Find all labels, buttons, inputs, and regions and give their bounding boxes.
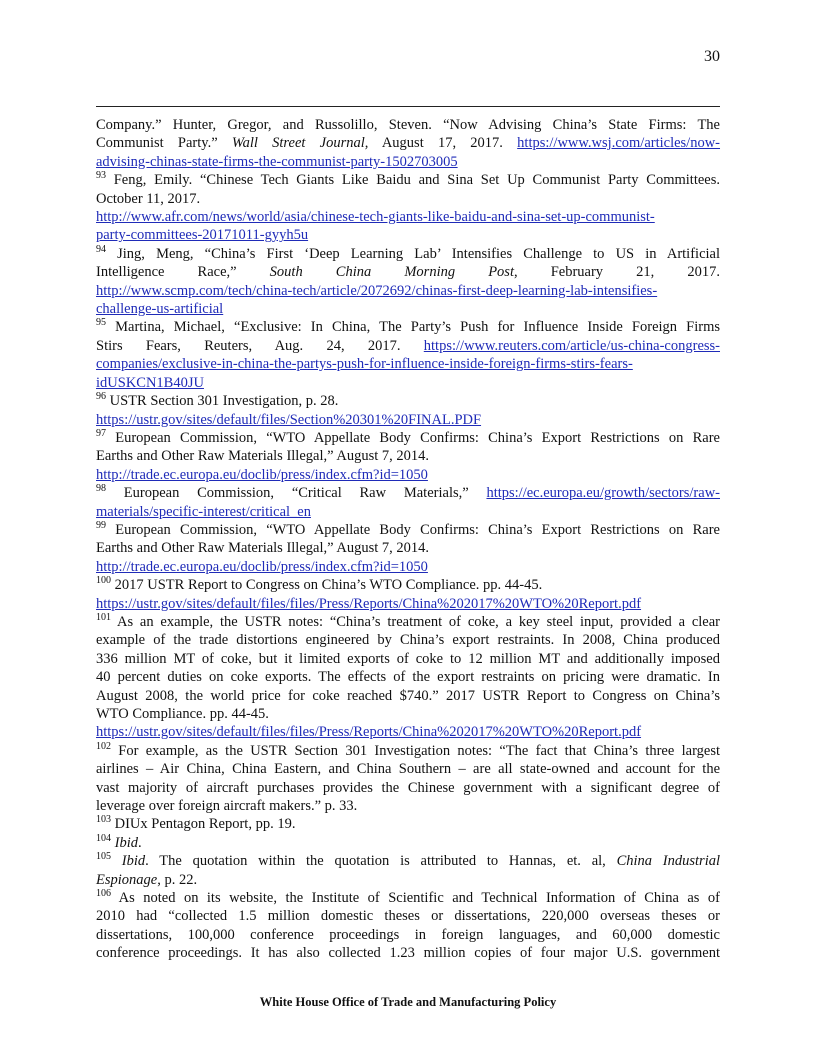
- footnote-99: [96, 521, 720, 576]
- reference-link[interactable]: http://trade.ec.europa.eu/doclib/press/index.cfm?id=1050: [96, 466, 428, 483]
- reference-link[interactable]: advising-chinas-state-firms-the-communist-party-1502703005: [96, 153, 458, 170]
- footnote-number: 105: [96, 851, 111, 863]
- footnote-separator: [96, 106, 720, 107]
- footnote-93: [96, 171, 720, 245]
- footnote-line: Communist Party.” Wall Street Journal, August 17, 2017. https://www.wsj.com/articles/now-: [96, 135, 721, 152]
- reference-link[interactable]: materials/specific-interest/critical_en: [96, 503, 311, 520]
- reference-link[interactable]: http://trade.ec.europa.eu/doclib/press/index.cfm?id=1050: [96, 558, 428, 575]
- footnote-number: 96: [96, 391, 106, 403]
- footnote-line: Espionage, p. 22.: [96, 871, 198, 888]
- footnote-line: [96, 466, 720, 484]
- footnote-number: 100: [96, 575, 111, 587]
- reference-link[interactable]: challenge-us-artificial: [96, 301, 224, 318]
- footnote-continued: [96, 116, 720, 171]
- footnote-line: Earths and Other Raw Materials Illegal,” August 7, 2014.: [96, 448, 430, 465]
- footnote-104: [96, 834, 720, 852]
- footnote-line: $^{94}$ Jing, Meng, “China’s First ‘Deep Learning Lab’ Intensifies Challenge to US in Artificial: [96, 244, 720, 262]
- footnote-line: [96, 723, 720, 741]
- reference-link[interactable]: idUSKCN1B40JU: [96, 374, 204, 391]
- reference-link[interactable]: https://www.reuters.com/article/us-china-congress-: [423, 337, 720, 354]
- footnote-number: 98: [96, 483, 106, 495]
- footnote-line: 2010 had “collected 1.5 million domestic theses or dissertations, 220,000 overseas theses or: [96, 908, 720, 925]
- reference-link[interactable]: https://ustr.gov/sites/default/files/Section%20301%20FINAL.PDF: [96, 411, 482, 428]
- footnote-line: dissertations, 100,000 conference proceedings in foreign languages, and 60,000 domestic: [96, 926, 720, 943]
- footnote-line: $^{93}$ Feng, Emily. “Chinese Tech Giants Like Baidu and Sina Set Up Communist Party Committees.: [96, 170, 720, 189]
- footnote-95: [96, 318, 720, 392]
- footnote-line: $^{102}$ For example, as the USTR Section 301 Investigation notes: “The fact that China’s three largest: [96, 740, 720, 759]
- footnote-number: 106: [96, 888, 111, 900]
- footnote-98: [96, 484, 720, 521]
- page-number: 30: [704, 48, 720, 65]
- footnote-103: [96, 815, 720, 833]
- footnote-94: [96, 245, 720, 319]
- footnote-number: 94: [96, 244, 106, 256]
- footnote-number: 93: [96, 170, 106, 182]
- footnote-number: 95: [96, 317, 106, 329]
- footnote-line: Intelligence Race,” South China Morning Post, February 21, 2017.: [96, 264, 720, 281]
- footnote-line: [96, 300, 720, 318]
- footnote-line: $^{99}$ European Commission, “WTO Appellate Body Confirms: China’s Export Restrictions on Rare: [96, 520, 720, 538]
- footnote-line: $^{101}$ As an example, the USTR notes: “China’s treatment of coke, a key steel input, provided a clear: [96, 612, 720, 630]
- footnote-line: leverage over foreign aircraft makers.” p. 33.: [96, 798, 358, 815]
- footnote-line: Company.” Hunter, Gregor, and Russolillo, Steven. “Now Advising China’s State Firms: The: [96, 117, 720, 133]
- footnote-line: $^{97}$ European Commission, “WTO Appellate Body Confirms: China’s Export Restrictions on Rare: [96, 428, 720, 446]
- footnote-line: [96, 411, 720, 429]
- footnote-line: [96, 503, 720, 521]
- footnote-line: $^{98}$ European Commission, “Critical Raw Materials,” https://ec.europa.eu/growth/sectors/raw-: [96, 483, 720, 502]
- page-footer: White House Office of Trade and Manufacturing Policy: [259, 995, 557, 1009]
- footnote-line: 336 million MT of coke, but it limited exports of coke to 12 million MT and additionally imposed: [96, 650, 720, 667]
- footnote-line: example of the trade distortions engineered by China’s export restraints. In 2008, China produced: [96, 632, 720, 649]
- footnote-line: [96, 208, 720, 226]
- footnote-line: WTO Compliance. pp. 44-45.: [96, 706, 269, 722]
- footnote-line: conference proceedings. It has also collected 1.23 million copies of four major U.S. government: [96, 945, 720, 962]
- reference-link[interactable]: https://ustr.gov/sites/default/files/files/Press/Reports/China%202017%20WTO%20Report.pdf: [96, 595, 642, 612]
- footnote-number: 99: [96, 520, 106, 532]
- footnote-line: [96, 374, 720, 392]
- footnote-line: vast majority of aircraft purchases provides the Chinese government with a significant degree of: [96, 779, 720, 796]
- footnote-96: [96, 392, 720, 429]
- footnote-number: 103: [96, 814, 111, 826]
- footnote-line: [96, 355, 720, 373]
- footnote-line: Earths and Other Raw Materials Illegal,” August 7, 2014.: [96, 540, 430, 557]
- footnote-101: [96, 613, 720, 742]
- footnote-line: August 2008, the world price for coke reached $740.” 2017 USTR Report to Congress on China’s: [96, 687, 720, 704]
- reference-link[interactable]: http://www.scmp.com/tech/china-tech/article/2072692/chinas-first-deep-learning-lab-intensifies-: [96, 282, 658, 299]
- footnote-line: Stirs Fears, Reuters, Aug. 24, 2017. https://www.reuters.com/article/us-china-congress-: [96, 337, 720, 354]
- footnote-line: [96, 226, 720, 244]
- footnote-line: October 11, 2017.: [96, 190, 201, 207]
- footnote-line: $^{96}$ USTR Section 301 Investigation, p. 28.: [96, 391, 339, 410]
- reference-link[interactable]: http://www.afr.com/news/world/asia/chinese-tech-giants-like-baidu-and-sina-set-up-communist-: [96, 209, 655, 226]
- footnote-102: [96, 742, 720, 816]
- footnote-line: $^{95}$ Martina, Michael, “Exclusive: In China, The Party’s Push for Influence Inside Foreign Firms: [96, 317, 720, 336]
- reference-link[interactable]: party-committees-20171011-gyyh5u: [96, 227, 309, 244]
- reference-link[interactable]: companies/exclusive-in-china-the-partys-push-for-influence-inside-foreign-firms-stirs-fears-: [96, 356, 633, 373]
- footnote-line: $^{104}$ Ibid.: [96, 833, 142, 851]
- footnote-line: $^{105}$ Ibid. The quotation within the quotation is attributed to Hannas, et. al, China Industrial: [96, 851, 721, 870]
- reference-link[interactable]: https://www.wsj.com/articles/now-: [517, 135, 721, 152]
- footnote-number: 97: [96, 428, 106, 440]
- footnote-line: $^{106}$ As noted on its website, the Institute of Scientific and Technical Information of China as of: [96, 888, 720, 907]
- footnote-line: airlines – Air China, China Eastern, and China Southern – are all state-owned and account for the: [96, 761, 720, 778]
- footnote-line: $^{100}$ 2017 USTR Report to Congress on China’s WTO Compliance. pp. 44-45.: [96, 575, 543, 594]
- footnote-106: [96, 889, 720, 963]
- reference-link[interactable]: https://ec.europa.eu/growth/sectors/raw-: [486, 485, 720, 502]
- reference-link[interactable]: https://ustr.gov/sites/default/files/files/Press/Reports/China%202017%20WTO%20Report.pdf: [96, 724, 642, 741]
- footnote-line: 40 percent duties on coke exports. The effects of the export restraints on pricing were dramatic. In: [96, 669, 720, 686]
- footnote-line: [96, 595, 720, 613]
- footnote-line: $^{103}$ DIUx Pentagon Report, pp. 19.: [96, 814, 296, 833]
- footnotes: [96, 116, 720, 963]
- footnote-line: [96, 558, 720, 576]
- footnote-number: 102: [96, 740, 111, 752]
- footnote-97: [96, 429, 720, 484]
- footnote-number: 104: [96, 833, 111, 845]
- footnote-100: [96, 576, 720, 613]
- footnote-number: 101: [96, 612, 111, 624]
- footnote-line: [96, 282, 720, 300]
- footnote-105: [96, 852, 720, 889]
- footnote-line: [96, 153, 720, 171]
